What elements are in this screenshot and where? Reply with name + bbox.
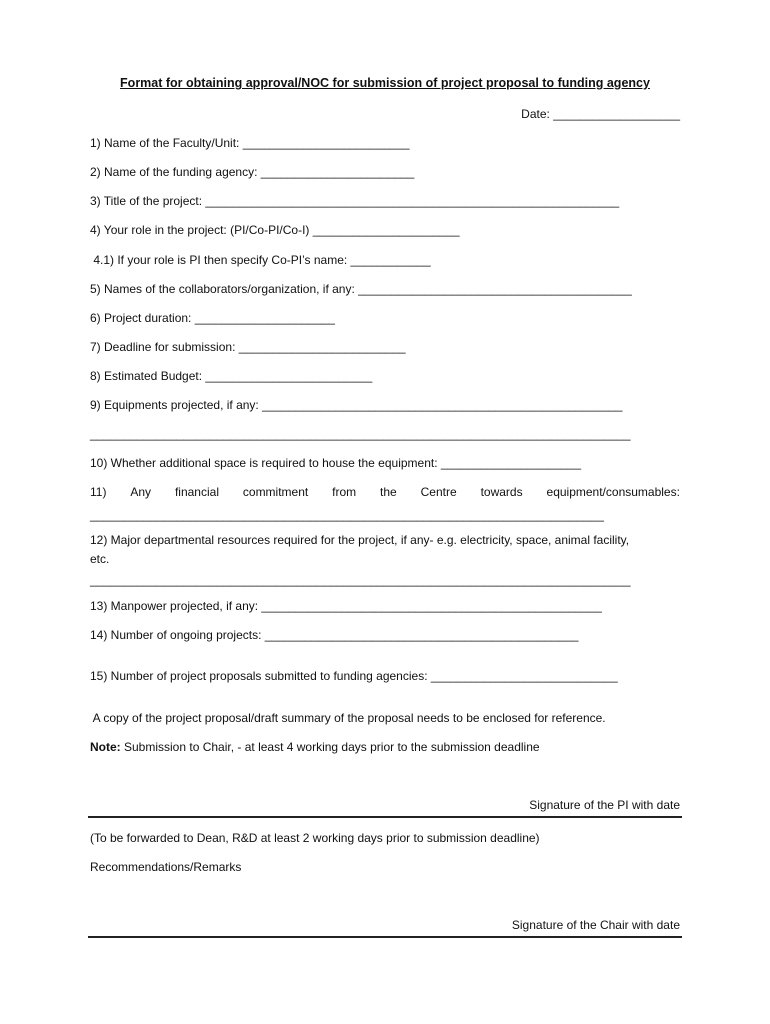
proposals-submitted-field[interactable]: 15) Number of project proposals submitted to funding agencies: ____________________________: [90, 669, 618, 683]
estimated-budget-field[interactable]: 8) Estimated Budget: _________________________: [90, 369, 373, 383]
additional-space-field[interactable]: 10) Whether additional space is required to house the equipment: _____________________: [90, 456, 582, 470]
project-title-field[interactable]: 3) Title of the project: ______________________________________________________________: [90, 194, 620, 208]
financial-commitment-word: towards: [480, 485, 523, 499]
manpower-field[interactable]: 13) Manpower projected, if any: ___________________________________________________: [90, 599, 602, 613]
financial-commitment-word: Centre: [420, 485, 457, 499]
forward-note: (To be forwarded to Dean, R&D at least 2 working days prior to submission deadline): [90, 831, 540, 845]
departmental-resources-label: 12) Major departmental resources required for the project, if any- e.g. electricity, space, animal facility,: [90, 533, 630, 547]
financial-commitment-word: from: [332, 485, 357, 499]
financial-commitment-field[interactable]: _____________________________________________________________________________: [90, 508, 604, 522]
submission-note: [90, 740, 540, 755]
financial-commitment-word: financial: [174, 485, 219, 499]
recommendations-label: Recommendations/Remarks: [90, 860, 242, 874]
departmental-resources-field[interactable]: _________________________________________________________________________________: [90, 573, 631, 587]
funding-agency-field[interactable]: 2) Name of the funding agency: _______________________: [90, 165, 415, 179]
note-label: Note:: [90, 740, 121, 754]
form-title: Format for obtaining approval/NOC for submission of project proposal to funding agency: [120, 76, 650, 90]
financial-commitment-word: equipment/consumables:: [546, 485, 680, 499]
chair-signature-rule: [88, 936, 682, 938]
collaborators-field[interactable]: 5) Names of the collaborators/organization, if any: _________________________________________: [90, 282, 632, 296]
copy-note: A copy of the project proposal/draft summary of the proposal needs to be enclosed for reference.: [90, 711, 606, 725]
equipments-field-continued[interactable]: _________________________________________________________________________________: [90, 427, 631, 441]
project-duration-field[interactable]: 6) Project duration: _____________________: [90, 311, 335, 325]
pi-signature-rule: [88, 816, 682, 818]
faculty-unit-field[interactable]: 1) Name of the Faculty/Unit: _________________________: [90, 136, 410, 150]
financial-commitment-word: Any: [130, 485, 152, 499]
co-pi-name-field[interactable]: 4.1) If your role is PI then specify Co-PI’s name: ____________: [90, 253, 431, 267]
deadline-field[interactable]: 7) Deadline for submission: _________________________: [90, 340, 406, 354]
chair-signature-label: Signature of the Chair with date: [511, 918, 680, 932]
pi-signature-label: Signature of the PI with date: [529, 798, 680, 812]
ongoing-projects-field[interactable]: 14) Number of ongoing projects: _______________________________________________: [90, 628, 579, 642]
role-field[interactable]: 4) Your role in the project: (PI/Co-PI/Co-I) ______________________: [90, 223, 460, 237]
financial-commitment-word: the: [380, 485, 397, 499]
financial-commitment-line: [90, 485, 680, 500]
departmental-resources-etc: etc.: [90, 552, 110, 566]
date-field[interactable]: Date: ___________________: [521, 107, 680, 121]
note-text: Submission to Chair, - at least 4 working days prior to the submission deadline: [120, 740, 540, 754]
financial-commitment-word: 11): [90, 485, 107, 499]
equipments-field[interactable]: 9) Equipments projected, if any: ______________________________________________________: [90, 398, 623, 412]
financial-commitment-word: commitment: [242, 485, 309, 499]
